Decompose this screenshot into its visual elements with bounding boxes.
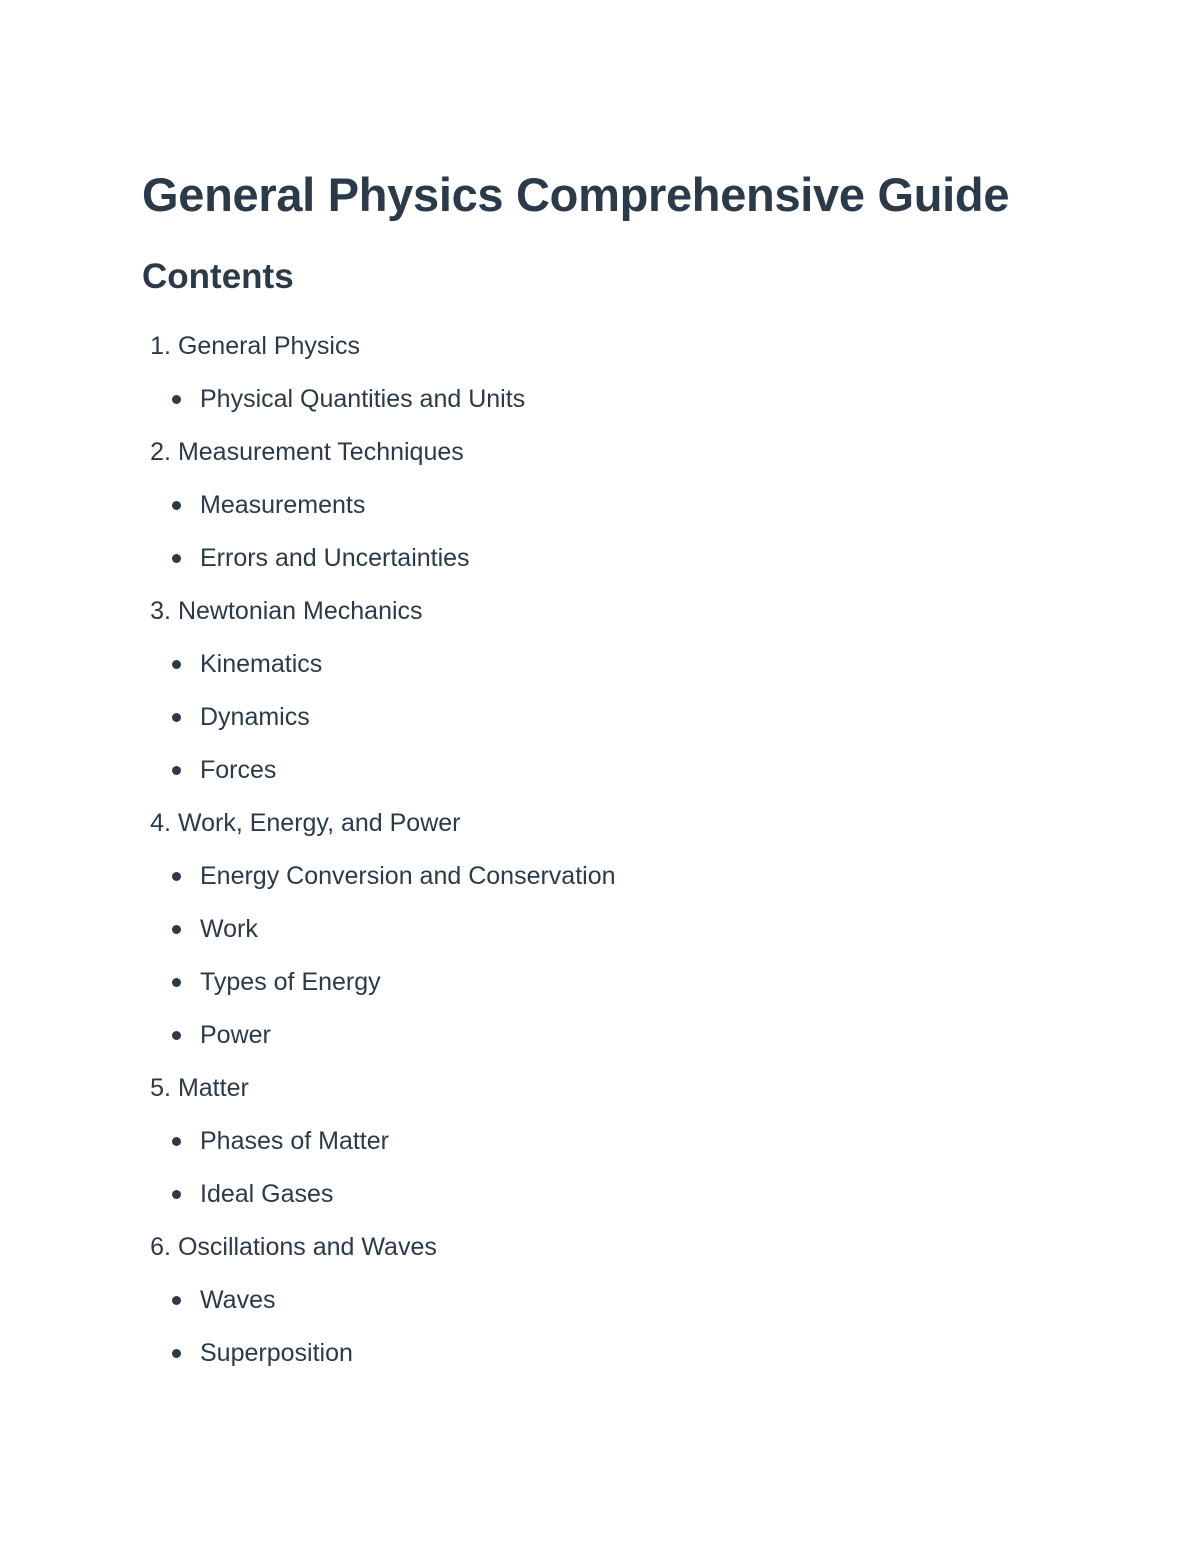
toc-subsection-label: Ideal Gases [200, 1180, 334, 1208]
bullet-icon [172, 1031, 181, 1040]
bullet-icon [172, 660, 181, 669]
toc-section-number: 5. [150, 1074, 171, 1102]
toc-subsection-label: Kinematics [200, 650, 323, 678]
toc-subsection-item[interactable] [142, 750, 616, 803]
toc-section-row[interactable] [142, 803, 616, 856]
toc-subsection-item[interactable] [142, 538, 616, 591]
table-of-contents [142, 326, 616, 1386]
toc-subsection-item[interactable] [142, 1121, 616, 1174]
toc-subsection-item[interactable] [142, 1333, 616, 1386]
toc-section-row[interactable] [142, 326, 616, 379]
toc-subsection-label: Forces [200, 756, 277, 784]
toc-section-title: Newtonian Mechanics [177, 597, 423, 625]
toc-subsection-item[interactable] [142, 856, 616, 909]
toc-subsection-label: Measurements [200, 491, 366, 519]
toc-subsection-label: Energy Conversion and Conservation [200, 862, 616, 890]
bullet-icon [172, 1190, 181, 1199]
toc-subsection-list [142, 1280, 616, 1386]
contents-heading: Contents [142, 257, 294, 296]
bullet-icon [172, 395, 181, 404]
bullet-icon [172, 1137, 181, 1146]
toc-subsection-item[interactable] [142, 485, 616, 538]
toc-section [142, 803, 616, 1068]
toc-section-title: Work, Energy, and Power [177, 809, 461, 837]
bullet-icon [172, 501, 181, 510]
toc-subsection-item[interactable] [142, 644, 616, 697]
toc-subsection-list [142, 856, 616, 1068]
toc-subsection-item[interactable] [142, 379, 616, 432]
toc-section-title: Oscillations and Waves [177, 1233, 437, 1261]
toc-section-title: Matter [177, 1074, 249, 1102]
toc-subsection-label: Physical Quantities and Units [200, 385, 526, 413]
toc-subsection-list [142, 485, 616, 591]
toc-section-number: 4. [150, 809, 171, 837]
bullet-icon [172, 713, 181, 722]
toc-section-number: 6. [150, 1233, 171, 1261]
bullet-icon [172, 925, 181, 934]
toc-section [142, 1227, 616, 1386]
toc-subsection-item[interactable] [142, 909, 616, 962]
bullet-icon [172, 766, 181, 775]
toc-section-row[interactable] [142, 1227, 616, 1280]
document-title: General Physics Comprehensive Guide [142, 168, 1010, 221]
toc-subsection-item[interactable] [142, 1015, 616, 1068]
toc-subsection-item[interactable] [142, 1174, 616, 1227]
toc-section-row[interactable] [142, 591, 616, 644]
toc-subsection-label: Types of Energy [200, 968, 381, 996]
toc-section [142, 591, 616, 803]
bullet-icon [172, 1349, 181, 1358]
bullet-icon [172, 554, 181, 563]
toc-subsection-label: Dynamics [200, 703, 310, 731]
toc-subsection-label: Superposition [200, 1339, 353, 1367]
toc-section-row[interactable] [142, 432, 616, 485]
toc-subsection-list [142, 644, 616, 803]
toc-subsection-item[interactable] [142, 962, 616, 1015]
toc-subsection-list [142, 1121, 616, 1227]
toc-subsection-label: Errors and Uncertainties [200, 544, 470, 572]
toc-subsection-list [142, 379, 616, 432]
toc-subsection-label: Waves [200, 1286, 276, 1314]
toc-section-title: Measurement Techniques [177, 438, 464, 466]
toc-subsection-item[interactable] [142, 1280, 616, 1333]
bullet-icon [172, 1296, 181, 1305]
toc-subsection-label: Phases of Matter [200, 1127, 389, 1155]
toc-section-title: General Physics [177, 332, 360, 360]
toc-subsection-label: Work [200, 915, 258, 943]
toc-section [142, 1068, 616, 1227]
toc-section [142, 326, 616, 432]
toc-subsection-label: Power [200, 1021, 271, 1049]
toc-section-row[interactable] [142, 1068, 616, 1121]
toc-section-number: 1. [150, 332, 171, 360]
toc-subsection-item[interactable] [142, 697, 616, 750]
bullet-icon [172, 872, 181, 881]
toc-section [142, 432, 616, 591]
toc-section-number: 3. [150, 597, 171, 625]
toc-section-number: 2. [150, 438, 171, 466]
bullet-icon [172, 978, 181, 987]
